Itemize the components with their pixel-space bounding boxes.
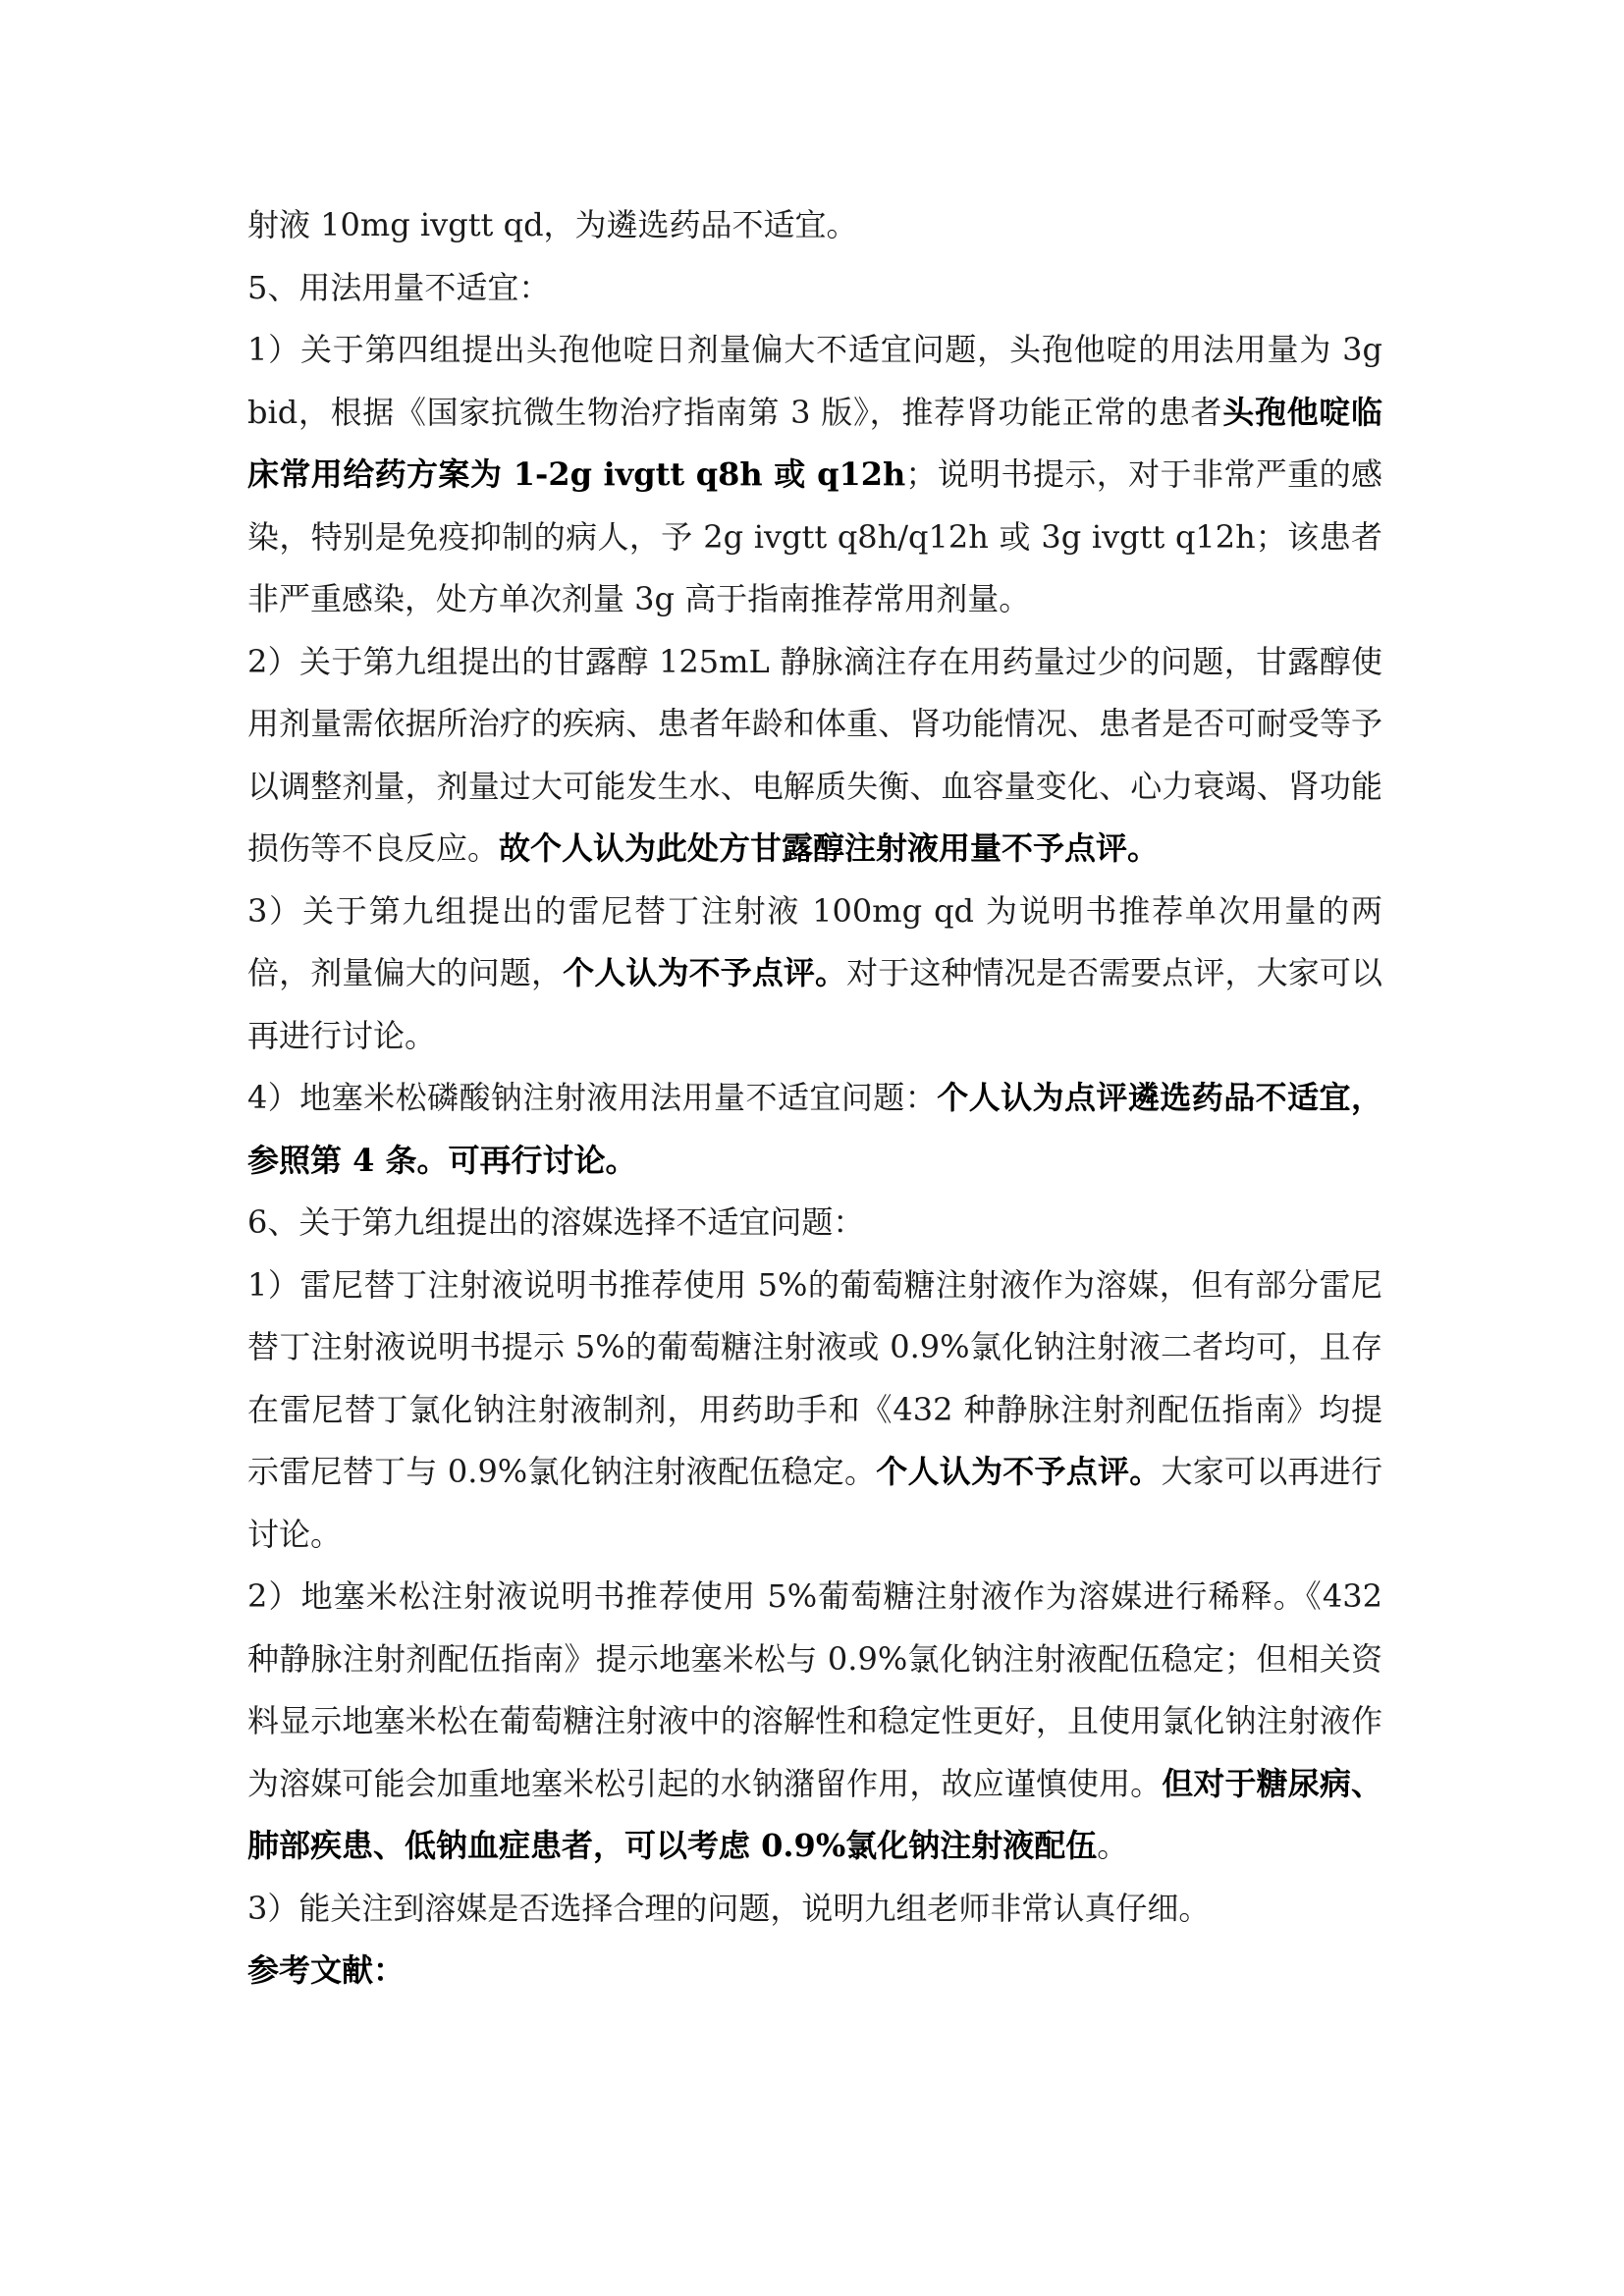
paragraph — [247, 194, 1382, 257]
bold-text-run: 个人认为不予点评。 — [876, 1453, 1162, 1490]
text-run: 1）雷尼替丁注射液说明书推荐使用 5%的葡萄糖注射液作为溶媒，但有部分雷尼替丁注射液说明书提示 5%的葡萄糖注射液或 0.9%氯化钠注射液二者均可，且存在雷尼替丁氯化钠注射液制剂，用药助手和《432 种静脉注射剂配伍指南》均提示雷尼替丁与 0.9%氯化钠注射液配伍稳定。 — [247, 1265, 1382, 1490]
text-run: 1）关于第四组提出头孢他啶日剂量偏大不适宜问题，头孢他啶的用法用量为 3g bid，根据《国家抗微生物治疗指南第 3 版》，推荐肾功能正常的患者 — [247, 331, 1382, 431]
bold-text-run: 个人认为不予点评。 — [563, 954, 847, 991]
text-run: 射液 10mg ivgtt qd，为遴选药品不适宜。 — [247, 206, 858, 243]
paragraph — [247, 1067, 1382, 1192]
text-run: 6、关于第九组提出的溶媒选择不适宜问题： — [247, 1203, 865, 1241]
text-run: 。 — [1097, 1827, 1129, 1864]
bold-text-run: 但对于糖尿病、肺部疾患、低钠血症患者，可以考虑 0.9%氯化钠注射液配伍 — [247, 1764, 1382, 1864]
text-run: 大家可以再进行讨论。 — [247, 1453, 1382, 1553]
section-heading-6 — [247, 1192, 1382, 1255]
paragraph — [247, 1566, 1382, 1878]
paragraph — [247, 1878, 1382, 1941]
paragraph — [247, 319, 1382, 631]
paragraph — [247, 631, 1382, 881]
paragraph — [247, 1255, 1382, 1567]
text-run: 3）能关注到溶媒是否选择合理的问题，说明九组老师非常认真仔细。 — [247, 1889, 1211, 1927]
text-run: 2）地塞米松注射液说明书推荐使用 5%葡萄糖注射液作为溶媒进行稀释。《432 种静脉注射剂配伍指南》提示地塞米松与 0.9%氯化钠注射液配伍稳定；但相关资料显示地塞米松在葡萄糖注射液中的溶解性和稳定性更好，且使用氯化钠注射液作为溶媒可能会加重地塞米松引起的水钠潴留作用，故应谨慎使用。 — [247, 1577, 1382, 1802]
references-heading — [247, 1940, 1382, 2002]
text-run: ；说明书提示，对于非常严重的感染，特别是免疫抑制的病人，予 2g ivgtt q8h/q12h 或 3g ivgtt q12h；该患者非严重感染，处方单次剂量 3g 高于指南推荐常用剂量。 — [247, 455, 1382, 617]
paragraph — [247, 881, 1382, 1068]
bold-text-run: 个人认为点评遴选药品不适宜，参照第 4 条。可再行讨论。 — [247, 1079, 1382, 1179]
document-body — [247, 194, 1382, 2002]
bold-text-run: 头孢他啶临床常用给药方案为 1-2g ivgtt q8h 或 q12h — [247, 393, 1382, 493]
text-run: 4）地塞米松磷酸钠注射液用法用量不适宜问题： — [247, 1079, 938, 1116]
text-run: 参考文献： — [247, 1951, 406, 1989]
text-run: 对于这种情况是否需要点评，大家可以再进行讨论。 — [247, 954, 1382, 1054]
text-run: 3）关于第九组提出的雷尼替丁注射液 100mg qd 为说明书推荐单次用量的两倍，剂量偏大的问题， — [247, 891, 1382, 991]
section-heading-5 — [247, 257, 1382, 320]
text-run: 2）关于第九组提出的甘露醇 125mL 静脉滴注存在用药量过少的问题，甘露醇使用剂量需依据所治疗的疾病、患者年龄和体重、肾功能情况、患者是否可耐受等予以调整剂量，剂量过大可能发生水、电解质失衡、血容量变化、心力衰竭、肾功能损伤等不良反应。 — [247, 642, 1382, 867]
text-run: 5、用法用量不适宜： — [247, 268, 551, 306]
bold-text-run: 故个人认为此处方甘露醇注射液用量不予点评。 — [499, 829, 1160, 867]
